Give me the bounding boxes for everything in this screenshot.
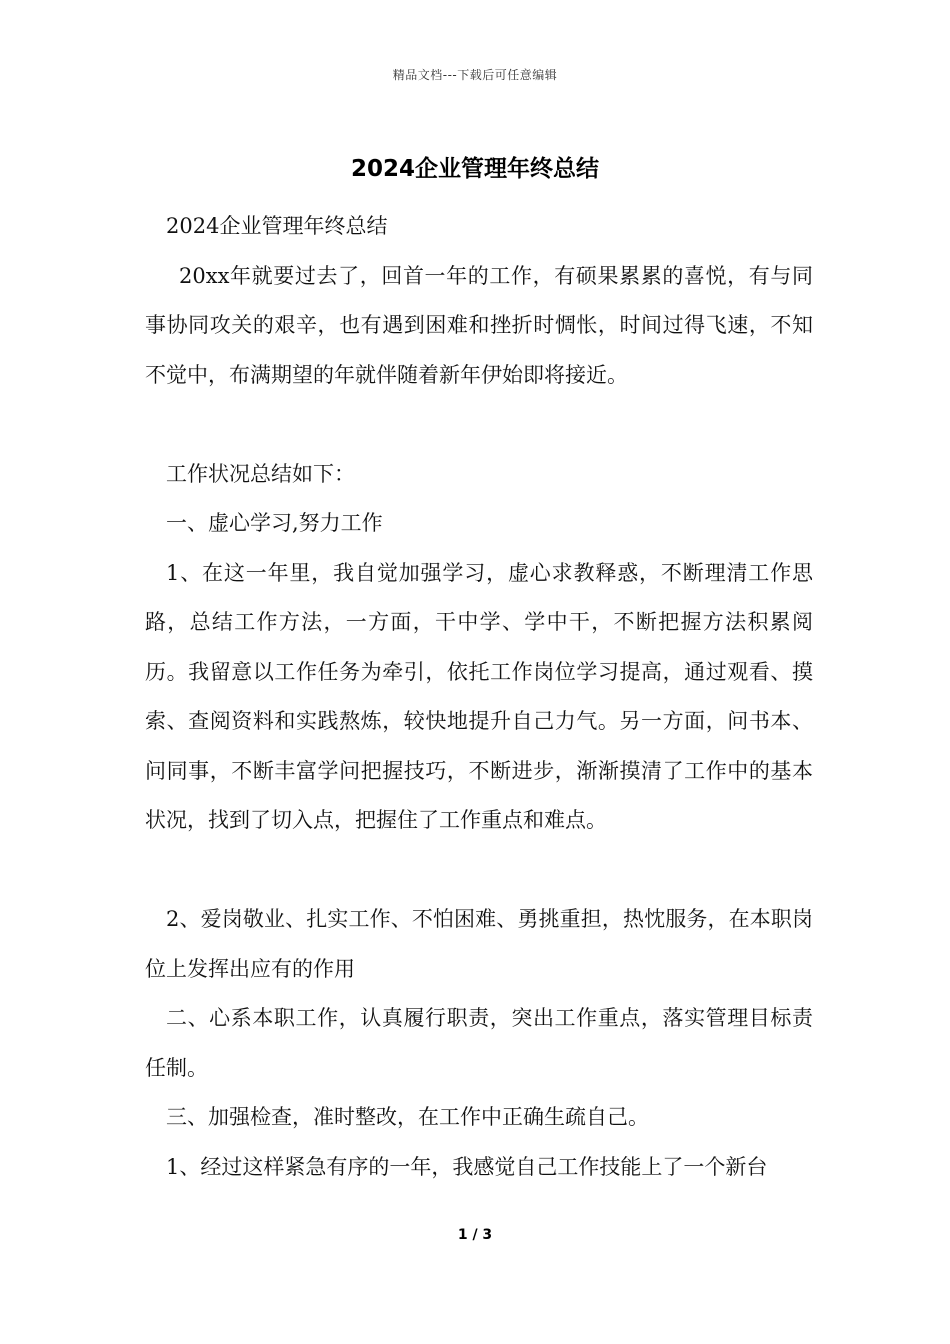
- section-three-heading: 三、加强检查，准时整改，在工作中正确生疏自己。: [166, 1105, 649, 1129]
- document-body: [145, 202, 813, 1192]
- section-one-heading: 一、虚心学习,努力工作: [166, 511, 383, 535]
- section-three-item-1: 1、经过这样紧急有序的一年，我感觉自己工作技能上了一个新台: [166, 1154, 768, 1179]
- section-one-item-2: 2、爱岗敬业、扎实工作、不怕困难、勇挑重担，热忱服务，在本职岗位上发挥出应有的作用: [145, 907, 813, 981]
- section-one-item-1: 1、在这一年里，我自觉加强学习，虚心求教释惑，不断理清工作思路，总结工作方法，一方面，干中学、学中干，不断把握方法积累阅历。我留意以工作任务为牵引，依托工作岗位学习提高，通过观看、摸索、查阅资料和实践熬炼，较快地提升自己力气。另一方面，问书本、问同事，不断丰富学问把握技巧，不断进步，渐渐摸清了工作中的基本状况，找到了切入点，把握住了工作重点和难点。: [145, 560, 813, 832]
- page-number: 1 / 3: [457, 1227, 493, 1243]
- section-two-heading: 二、心系本职工作，认真履行职责，突出工作重点，落实管理目标责任制。: [145, 1006, 813, 1080]
- subtitle-paragraph: 2024企业管理年终总结: [166, 214, 388, 238]
- intro-paragraph: 20xx年就要过去了，回首一年的工作，有硕果累累的喜悦，有与同事协同攻关的艰辛，也有遇到困难和挫折时惆怅，时间过得飞速，不知不觉中，布满期望的年就伴随着新年伊始即将接近。: [145, 263, 813, 387]
- page-header: 精品文档---下载后可任意编辑: [392, 68, 558, 82]
- paragraph-spacer: [145, 400, 813, 450]
- summary-heading: 工作状况总结如下：: [166, 461, 355, 486]
- document-title: 2024企业管理年终总结: [350, 156, 599, 182]
- paragraph-spacer: [145, 846, 813, 896]
